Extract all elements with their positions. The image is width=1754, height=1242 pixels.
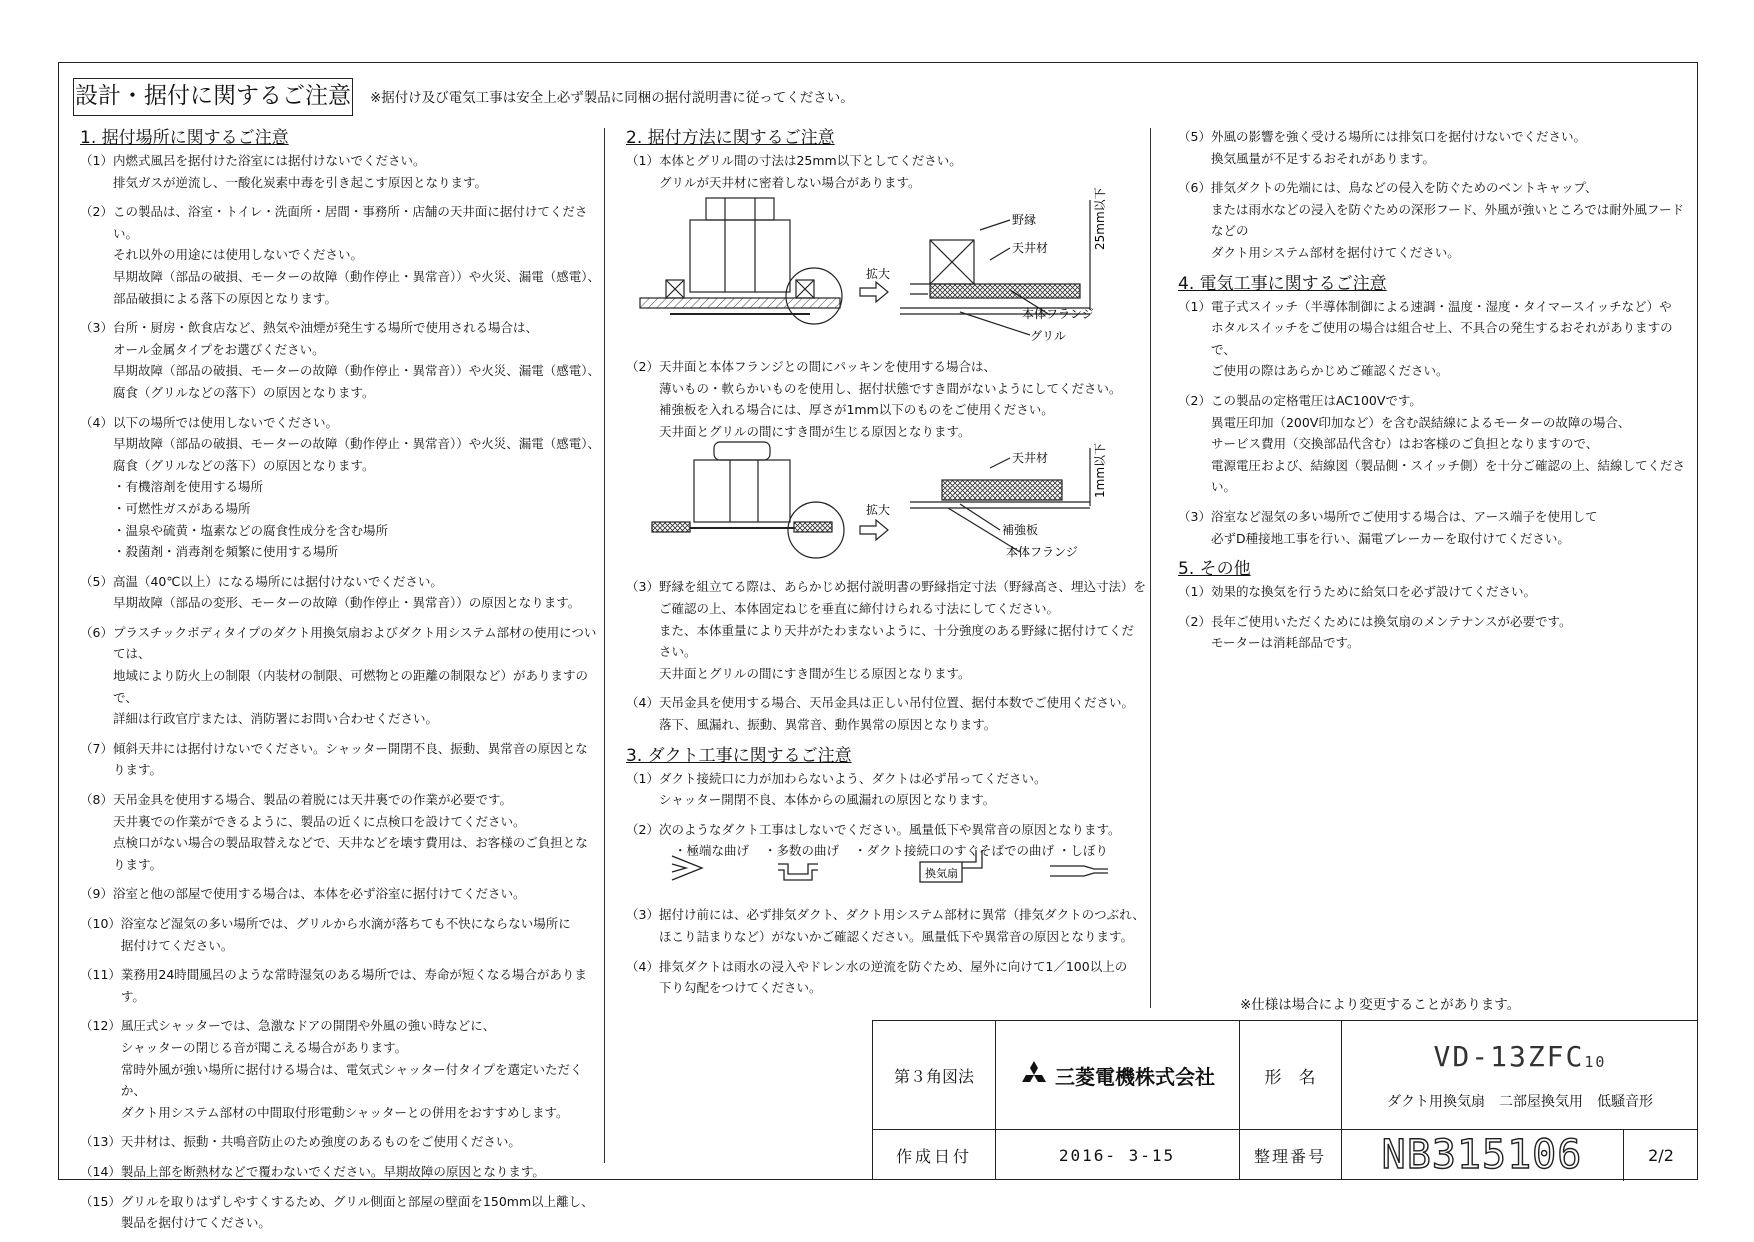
list-item xyxy=(626,768,1146,811)
list-item xyxy=(626,904,1146,947)
list-item xyxy=(1178,506,1688,549)
installation-diagram-2 xyxy=(630,438,1130,568)
list-item xyxy=(626,356,1146,442)
item-number: （3） xyxy=(626,579,659,595)
zoom-label: 拡大 xyxy=(866,503,891,517)
zoom-label: 拡大 xyxy=(866,267,891,281)
item-number: （1） xyxy=(80,153,113,168)
item-number: （3） xyxy=(1178,508,1211,524)
item-number: （7） xyxy=(80,740,113,756)
label-flange: 本体フランジ xyxy=(1022,307,1094,321)
item-number: （8） xyxy=(80,792,113,808)
item-text: 浴室と他の部屋で使用する場合は、本体を必ず浴室に据付けてください。 xyxy=(112,886,526,902)
dimension-label: 1mm以下 xyxy=(1093,442,1107,498)
example-label: ・しぼり xyxy=(1058,843,1109,859)
item-number: （1） xyxy=(1178,584,1211,600)
item-number: （1） xyxy=(626,770,659,786)
item-list xyxy=(1178,581,1688,654)
item-text: 天吊金具を使用する場合、製品の着脱には天井裏での作業が必要です。 天井裏での作業ができるように、製品の近くに点検口を設けてください。 点検口がない場合の製品取替えなどで、天井などを壊す費用は、お客様のご負担となります。 xyxy=(112,792,588,872)
list-item xyxy=(80,571,600,614)
dimension-label: 25mm以下 xyxy=(1093,187,1107,250)
item-text: 高温（40℃以上）になる場所には据付けないでください。 早期故障（部品の変形、モーターの故障（動作停止・異常音））の原因となります。 xyxy=(112,573,581,611)
item-number: （3） xyxy=(80,320,113,336)
item-text: グリルを取りはずしやすくするため、グリル側面と部屋の壁面を150mm以上離し、 製品を据付けてください。 xyxy=(120,1193,594,1231)
list-item xyxy=(80,738,600,781)
list-item xyxy=(626,956,1146,999)
title-block xyxy=(872,1020,1698,1180)
item-number: （5） xyxy=(1178,129,1211,144)
item-text: プラスチックボディタイプのダクト用換気扇およびダクト用システム部材の使用については、 地域により防火上の制限（内装材の制限、可燃物との距離の制限など）がありますので、 詳細は行政官庁または、消防署にお問い合わせください。 xyxy=(112,624,597,727)
example-label: ・ダクト接続口のすぐそばでの曲げ xyxy=(854,843,1055,859)
item-number: （2） xyxy=(1178,392,1211,408)
item-number: （5） xyxy=(80,573,113,589)
list-item xyxy=(80,1161,600,1183)
item-number: （6） xyxy=(1178,180,1211,196)
document-number: NB315106 xyxy=(1381,1132,1583,1178)
item-number: （2） xyxy=(1178,613,1211,629)
item-number: （1） xyxy=(626,153,659,168)
item-text: 長年ご使用いただくためには換気扇のメンテナンスが必要です。 モーターは消耗部品です。 xyxy=(1210,613,1572,651)
item-text: 以下の場所では使用しないでください。 早期故障（部品の破損、モーターの故障（動作停止・異常音））や火災、漏電（感電）、 腐食（グリルなどの落下）の原因となります。 ・有機溶剤を使用する場所 ・可燃性ガスがある場所 ・温泉や硫黄・塩素などの腐食性成分を含む場所 ・殺菌剤・消毒剤を頻繁に使用する場所 xyxy=(112,414,600,560)
section-heading: 2. 据付方法に関するご注意 xyxy=(626,128,835,148)
product-description: ダクト用換気扇 二部屋換気用 低騒音形 xyxy=(1387,1094,1653,1110)
item-text: 台所・厨房・飲食店など、熱気や油煙が発生する場所で使用される場合は、 オール金属タイプをお選びください。 早期故障（部品の破損、モーターの故障（動作停止・異常音））や火災、漏電（感電）、 腐食（グリルなどの落下）の原因となります。 xyxy=(112,320,600,400)
item-text: 傾斜天井には据付けないでください。シャッター開閉不良、振動、異常音の原因となります。 xyxy=(112,740,588,778)
label-ceiling: 天井材 xyxy=(1012,451,1049,465)
item-number: （3） xyxy=(626,907,659,923)
item-number: （6） xyxy=(80,624,113,640)
item-number: （4） xyxy=(626,695,659,711)
item-text: 次のようなダクト工事はしないでください。風量低下や異常音の原因となります。 xyxy=(658,821,1121,837)
item-number: （14） xyxy=(80,1163,121,1179)
section-heading: 4. 電気工事に関するご注意 xyxy=(1178,273,1387,294)
section-heading: 5. その他 xyxy=(1178,559,1251,580)
installation-diagram-1 xyxy=(630,187,1130,350)
item-text: 天井材は、振動・共鳴音防止のため強度のあるものをご使用ください。 xyxy=(120,1134,521,1150)
item-text: 排気ダクトの先端には、鳥などの侵入を防ぐためのベントキャップ、 または雨水などの浸入を防ぐための深形フード、外風が強いところでは耐外風フードなどの ダクト用システム部材を据付けてください。 xyxy=(1210,180,1684,260)
list-item xyxy=(1178,177,1688,263)
list-item xyxy=(1178,611,1688,654)
item-text: 外風の影響を強く受ける場所には排気口を据付けないでください。 換気風量が不足するおそれがあります。 xyxy=(1210,129,1586,166)
section-heading: 3. ダクト工事に関するご注意 xyxy=(626,745,852,766)
item-number: （11） xyxy=(80,967,121,983)
date-label: 作成日付 xyxy=(895,1146,972,1166)
section-electrical xyxy=(1178,126,1688,662)
spec-note: ※仕様は場合により変更することがあります。 xyxy=(1240,997,1521,1013)
example-label: ・多数の曲げ xyxy=(764,843,840,859)
item-text: 天吊金具を使用する場合、天吊金具は正しい吊付位置、据付本数でご使用ください。 落下、風漏れ、振動、異常音、動作異常の原因となります。 xyxy=(658,695,1134,732)
item-text: 野縁を組立てる際は、あらかじめ据付説明書の野縁指定寸法（野縁高さ、埋込寸法）を ご確認の上、本体固定ねじを垂直に締付けられる寸法にしてください。 また、本体重量により天井がたわまないように、十分強度のある野縁に据付けてください。 天井面とグリルの間にすき間が生じる原因となります。 xyxy=(658,579,1146,681)
list-item xyxy=(626,576,1146,684)
projection-method: 第３角図法 xyxy=(893,1066,974,1086)
column-divider-2 xyxy=(1150,128,1151,1008)
list-item xyxy=(80,883,600,905)
item-text: この製品の定格電圧はAC100Vです。 異電圧印加（200V印加など）を含む誤結線によるモーターの故障の場合、 サービス費用（交換部品代含む）はお客様のご負担となりますので、 電源電圧および、結線図（製品側・スイッチ側）を十分ご確認の上、結線してください。 xyxy=(1210,392,1685,495)
list-item xyxy=(80,964,600,1007)
model-number xyxy=(1341,1031,1699,1081)
item-text: 本体とグリル間の寸法は25mm以下としてください。 グリルが天井材に密着しない場合があります。 xyxy=(658,153,962,190)
list-item xyxy=(80,622,600,730)
item-number: （2） xyxy=(80,204,113,220)
item-number: （1） xyxy=(1178,298,1211,314)
mitsubishi-diamonds-icon xyxy=(1019,1061,1049,1089)
item-text: ダクト接続口に力が加わらないよう、ダクトは必ず吊ってください。 シャッター開閉不良、本体からの風漏れの原因となります。 xyxy=(658,770,1047,808)
item-text: 浴室など湿気の多い場所でご使用する場合は、アース端子を使用して 必ずD種接地工事を行い、漏電ブレーカーを取付けてください。 xyxy=(1210,508,1598,546)
list-item xyxy=(80,1015,600,1123)
list-item xyxy=(80,150,600,193)
example-label: ・極端な曲げ xyxy=(674,843,750,859)
list-item xyxy=(80,1191,600,1234)
item-number: （10） xyxy=(80,916,121,931)
label-plate: 補強板 xyxy=(1002,523,1039,537)
column-divider-1 xyxy=(604,128,605,1163)
item-text: 効果的な換気を行うために給気口を必ず設けてください。 xyxy=(1210,584,1536,600)
fan-label: 換気扇 xyxy=(925,867,958,880)
item-number: （9） xyxy=(80,886,113,902)
item-text: 風圧式シャッターでは、急激なドアの開閉や外風の強い時などに、 シャッターの閉じる音が聞こえる場合があります。 常時外風が強い場所に据付ける場合は、電気式シャッター付タイプを選定いただくか、 ダクト用システム部材の中間取付形電動シャッターとの併用をおすすめします。 xyxy=(120,1018,583,1120)
item-number: （12） xyxy=(80,1018,121,1034)
list-item xyxy=(626,819,1146,841)
item-number: （13） xyxy=(80,1134,121,1150)
item-text: 据付け前には、必ず排気ダクト、ダクト用システム部材に異常（排気ダクトのつぶれ、 ほこり詰まりなど）がないかご確認ください。風量低下や異常音の原因となります。 xyxy=(658,907,1145,944)
item-number: （4） xyxy=(80,414,113,430)
item-number: （4） xyxy=(626,958,659,974)
item-text: 業務用24時間風呂のような常時湿気のある場所では、寿命が短くなる場合があります。 xyxy=(120,967,587,1004)
label-noen: 野縁 xyxy=(1012,213,1037,227)
bad-duct-drawings xyxy=(672,852,1132,888)
creation-date: 2016- 3-15 xyxy=(1058,1145,1176,1165)
item-text: 天井面と本体フランジとの間にパッキンを使用する場合は、 薄いもの・軟らかいものを使用し、据付状態ですき間がないようにしてください。 補強板を入れる場合には、厚さが1mm以下のものをご使用ください。 天井面とグリルの間にすき間が生じる原因となります。 xyxy=(658,359,1122,439)
label-flange: 本体フランジ xyxy=(1006,545,1078,559)
page-number: 2/2 xyxy=(1648,1145,1674,1165)
item-number: （15） xyxy=(80,1193,121,1209)
item-number: （2） xyxy=(626,359,659,374)
item-text: 排気ダクトは雨水の浸入やドレン水の逆流を防ぐため、屋外に向けて1／100以上の 下り勾配をつけてください。 xyxy=(658,958,1128,996)
number-label: 整理番号 xyxy=(1253,1146,1326,1166)
safety-notice: ※据付け及び電気工事は安全上必ず製品に同梱の据付説明書に従ってください。 xyxy=(370,90,854,106)
list-item xyxy=(1178,390,1688,498)
item-number: （2） xyxy=(626,821,659,837)
list-item xyxy=(80,412,600,563)
item-text: 内燃式風呂を据付けた浴室には据付けないでください。 排気ガスが逆流し、一酸化炭素中毒を引き起こす原因となります。 xyxy=(112,153,487,190)
section-installation-location xyxy=(80,126,600,1242)
item-text: 浴室など湿気の多い場所では、グリルから水滴が落ちても不快にならない場所に 据付けてください。 xyxy=(120,916,571,953)
list-item xyxy=(80,317,600,403)
label-grille: グリル xyxy=(1030,329,1067,343)
company-logo xyxy=(995,1021,1239,1129)
item-text: 電子式スイッチ（半導体制御による速調・温度・湿度・タイマースイッチなど）や ホタルスイッチをご使用の場合は組合せ上、不具合の発生するおそれがありますので、 ご使用の際はあらかじめご確認ください。 xyxy=(1210,298,1673,379)
list-item xyxy=(80,1131,600,1153)
item-list xyxy=(80,150,600,1234)
list-item xyxy=(1178,126,1688,169)
model-subscript: 10 xyxy=(1584,1053,1607,1071)
model-label: 形 名 xyxy=(1264,1067,1316,1088)
item-text: この製品は、浴室・トイレ・洗面所・居間・事務所・店舗の天井面に据付けてください。 それ以外の用途には使用しないでください。 早期故障（部品の破損、モーターの故障（動作停止・異常音））や火災、漏電（感電）、 部品破損による落下の原因となります。 xyxy=(112,204,600,306)
item-list xyxy=(1178,296,1688,550)
list-item xyxy=(80,913,600,956)
list-item xyxy=(1178,581,1688,603)
list-item xyxy=(626,692,1146,735)
model-code: VD-13ZFC xyxy=(1433,1039,1585,1073)
page-title: 設計・据付に関するご注意 xyxy=(73,78,353,116)
list-item xyxy=(80,201,600,309)
company-name: 三菱電機株式会社 xyxy=(1055,1064,1215,1089)
item-text: 製品上部を断熱材などで覆わないでください。早期故障の原因となります。 xyxy=(120,1163,545,1179)
list-item xyxy=(1178,296,1688,382)
list-item xyxy=(80,789,600,875)
label-ceiling: 天井材 xyxy=(1012,241,1049,255)
section-heading: 1. 据付場所に関するご注意 xyxy=(80,128,289,148)
